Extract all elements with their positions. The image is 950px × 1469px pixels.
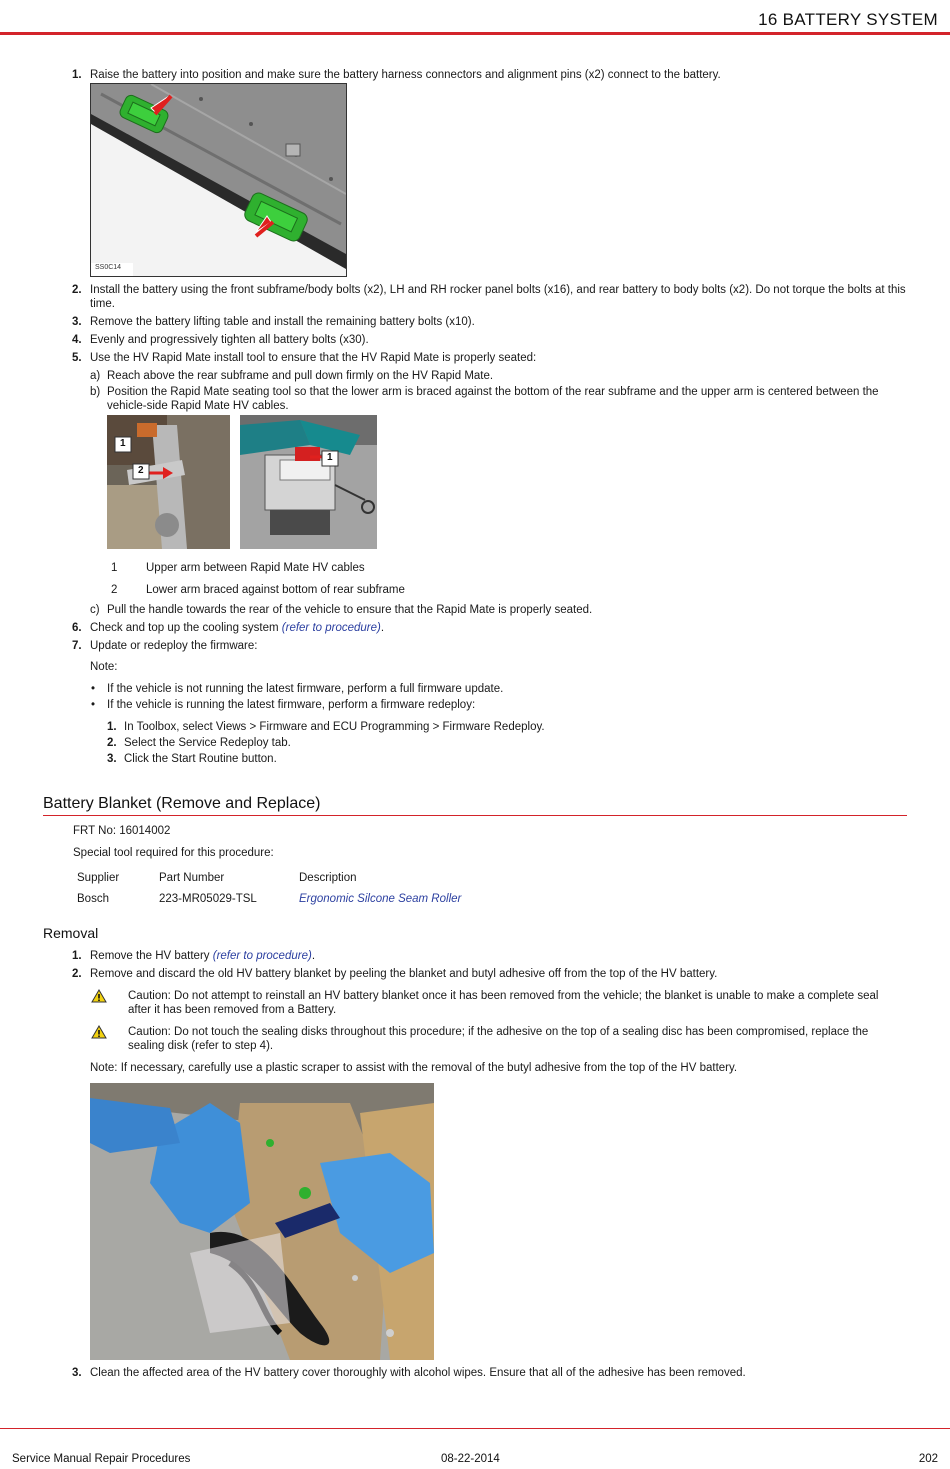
caution-text	[128, 1025, 898, 1053]
seating-tool-photo	[107, 415, 230, 549]
tool-description-link[interactable]: Ergonomic Silcone Seam Roller	[299, 893, 462, 905]
frt-number: FRT No: 16014002	[73, 825, 171, 837]
header-rule	[0, 32, 950, 35]
substep-text: Reach above the rear subframe and pull down firmly on the HV Rapid Mate.	[107, 370, 494, 382]
substep-text: Position the Rapid Mate seating tool so that the lower arm is braced against the bottom of the rear subframe and the upper arm is centered between the vehicle-side Rapid Mate HV cables.	[107, 386, 879, 412]
footer-manual-title: Service Manual Repair Procedures	[12, 1453, 191, 1465]
substep-text: Pull the handle towards the rear of the vehicle to ensure that the Rapid Mate is properly seated.	[107, 604, 593, 616]
refer-to-procedure-link[interactable]: (refer to procedure)	[281, 622, 381, 634]
note-label: Note:	[90, 661, 118, 673]
note-label: Note:	[90, 1062, 118, 1074]
refer-to-procedure-link[interactable]: (refer to procedure)	[212, 950, 312, 962]
table-header-description: Description	[299, 872, 357, 884]
table-header-supplier: Supplier	[77, 872, 120, 884]
step-number: 2.	[72, 284, 82, 296]
bullet: •	[91, 683, 96, 695]
step-number: 3.	[72, 316, 82, 328]
table-header-part-number: Part Number	[159, 872, 225, 884]
callout-2: 2	[138, 465, 144, 476]
caution-body: Do not touch the sealing disks throughout this procedure; if the adhesive on the top of a sealing disc has been compromised, replace the sealing disk (refer to step 4).	[128, 1026, 869, 1052]
warning-icon	[91, 989, 107, 1008]
special-tool-text: Special tool required for this procedure:	[73, 847, 274, 859]
bullet-text: If the vehicle is running the latest firmware, perform a firmware redeploy:	[107, 699, 476, 711]
bullet: •	[91, 699, 96, 711]
callout-1: 1	[327, 452, 333, 463]
step-text-tail: .	[380, 622, 385, 634]
peeling-blanket-photo	[90, 1083, 434, 1360]
page-number: 202	[918, 1453, 938, 1465]
substep-text: Click the Start Routine button.	[124, 753, 277, 765]
substep-number: 1.	[107, 721, 117, 733]
step-text: Remove and discard the old HV battery blanket by peeling the blanket and butyl adhesive off from the top of the HV battery.	[90, 968, 718, 980]
section-rule	[43, 815, 907, 816]
step-text	[90, 949, 315, 963]
step-number: 7.	[72, 640, 82, 652]
legend-number: 2	[111, 584, 118, 596]
table-cell-supplier: Bosch	[77, 893, 109, 905]
substep-number: 2.	[107, 737, 117, 749]
substep-letter: a)	[90, 370, 101, 382]
step-text: Install the battery using the front subframe/body bolts (x2), LH and RH rocker panel bolts (x16), and rear battery to body bolts (x2). Do not torque the bolts at this time.	[90, 284, 906, 310]
page-section-title: 16 BATTERY SYSTEM	[758, 10, 938, 29]
step-text-tail: .	[311, 950, 316, 962]
note-text	[90, 1061, 737, 1075]
step-number: 3.	[72, 1367, 82, 1379]
step-number: 4.	[72, 334, 82, 346]
step-text: Raise the battery into position and make sure the battery harness connectors and alignment pins (x2) connect to the battery.	[90, 69, 721, 81]
step-text: Use the HV Rapid Mate install tool to ensure that the HV Rapid Mate is properly seated:	[90, 352, 537, 364]
footer-rule	[0, 1428, 950, 1429]
rapid-mate-diagram	[240, 415, 377, 549]
step-text: Remove the battery lifting table and install the remaining battery bolts (x10).	[90, 316, 475, 328]
table-cell-part-number: 223-MR05029-TSL	[159, 893, 257, 905]
caution-label: Caution:	[128, 990, 171, 1002]
substep-letter: c)	[90, 604, 100, 616]
step-text: Evenly and progressively tighten all battery bolts (x30).	[90, 334, 369, 346]
substep-letter: b)	[90, 386, 101, 398]
subsection-heading: Removal	[43, 925, 99, 941]
substep-text: In Toolbox, select Views > Firmware and ECU Programming > Firmware Redeploy.	[124, 721, 545, 733]
substep-text: Select the Service Redeploy tab.	[124, 737, 291, 749]
step-text-body: Check and top up the cooling system	[90, 622, 282, 634]
battery-connector-photo	[90, 83, 347, 277]
step-text: Update or redeploy the firmware:	[90, 640, 258, 652]
step-text-body: Remove the HV battery	[90, 950, 213, 962]
legend-text: Lower arm braced against bottom of rear subframe	[146, 584, 405, 596]
substep-number: 3.	[107, 753, 117, 765]
step-text: Clean the affected area of the HV battery cover thoroughly with alcohol wipes. Ensure that all of the adhesive has been removed.	[90, 1367, 746, 1379]
step-number: 1.	[72, 950, 82, 962]
legend-text: Upper arm between Rapid Mate HV cables	[146, 562, 365, 574]
caution-label: Caution:	[128, 1026, 171, 1038]
bullet-text: If the vehicle is not running the latest firmware, perform a full firmware update.	[107, 683, 504, 695]
footer-date: 08-22-2014	[441, 1453, 500, 1465]
warning-icon	[91, 1025, 107, 1044]
caution-body: Do not attempt to reinstall an HV battery blanket once it has been removed from the vehicle; the blanket is unable to make a complete seal after it has been removed from a Battery.	[128, 990, 879, 1016]
step-number: 6.	[72, 622, 82, 634]
step-text	[90, 621, 384, 635]
note-body: If necessary, carefully use a plastic scraper to assist with the removal of the butyl adhesive from the top of the HV battery.	[117, 1062, 738, 1074]
step-number: 5.	[72, 352, 82, 364]
section-heading: Battery Blanket (Remove and Replace)	[43, 795, 321, 812]
step-number: 1.	[72, 69, 82, 81]
image-tag: SS0C14	[95, 264, 122, 271]
callout-1: 1	[120, 438, 126, 449]
step-number: 2.	[72, 968, 82, 980]
legend-number: 1	[111, 562, 118, 574]
caution-text	[128, 989, 898, 1017]
